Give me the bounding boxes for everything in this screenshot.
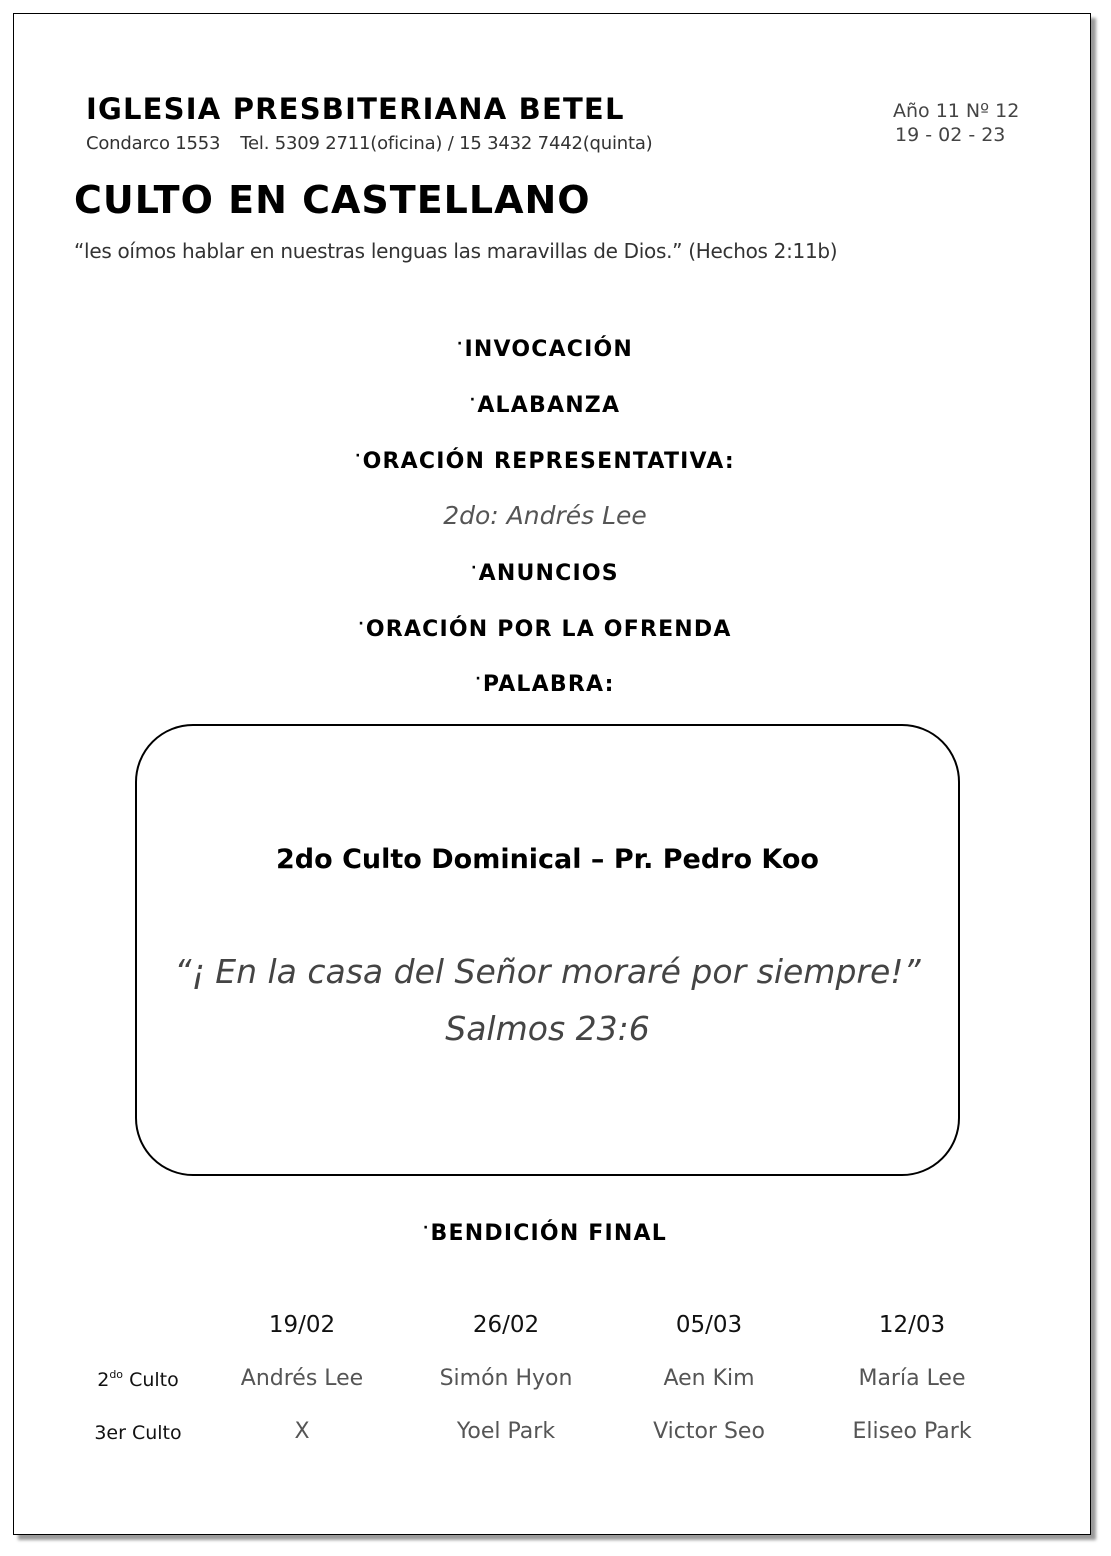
order-item-oracion-representativa bbox=[0, 448, 1090, 474]
order-item-oracion-ofrenda bbox=[0, 616, 1090, 642]
order-item-label: ORACIÓN REPRESENTATIVA: bbox=[362, 449, 735, 474]
bullet: · bbox=[475, 671, 482, 687]
order-item-label: INVOCACIÓN bbox=[464, 337, 634, 362]
sermon-quote: “¡ En la casa del Señor moraré por siempre!” bbox=[174, 952, 921, 991]
order-item-bendicion-final bbox=[0, 1220, 1090, 1246]
schedule-date: 19/02 bbox=[268, 1312, 336, 1338]
schedule-name: X bbox=[294, 1419, 310, 1444]
church-phone: Tel. 5309 2711(oficina) / 15 3432 7442(quinta) bbox=[240, 133, 653, 154]
prayer-leader: 2do: Andrés Lee bbox=[443, 501, 647, 530]
opening-verse: “les oímos hablar en nuestras lenguas las maravillas de Dios.” (Hechos 2:11b) bbox=[74, 239, 838, 263]
schedule-date: 12/03 bbox=[878, 1312, 946, 1338]
order-item-label: ORACIÓN POR LA OFRENDA bbox=[365, 617, 732, 642]
schedule-name: Eliseo Park bbox=[852, 1419, 972, 1444]
contact-line bbox=[86, 133, 652, 154]
sermon-box bbox=[135, 724, 960, 1176]
bullet: · bbox=[471, 560, 478, 576]
schedule-date: 05/03 bbox=[675, 1312, 743, 1338]
order-item-label: ANUNCIOS bbox=[478, 561, 619, 586]
schedule-name: Aen Kim bbox=[663, 1366, 755, 1391]
order-item-alabanza bbox=[0, 392, 1090, 418]
issue-info bbox=[893, 99, 1020, 147]
order-item-palabra bbox=[0, 671, 1090, 697]
schedule-name: Victor Seo bbox=[653, 1419, 765, 1444]
issue-date: 19 - 02 - 23 bbox=[895, 124, 1006, 146]
bullet: · bbox=[358, 616, 365, 632]
schedule-name: María Lee bbox=[858, 1366, 966, 1391]
bullet: · bbox=[355, 448, 362, 464]
issue-number: Año 11 Nº 12 bbox=[893, 100, 1020, 122]
schedule-row-label: 3er Culto bbox=[94, 1422, 182, 1444]
sermon-title: 2do Culto Dominical – Pr. Pedro Koo bbox=[276, 844, 819, 875]
bullet: · bbox=[423, 1220, 430, 1236]
schedule-name: Simón Hyon bbox=[439, 1366, 573, 1391]
church-address: Condarco 1553 bbox=[86, 133, 221, 154]
order-item-anuncios bbox=[0, 560, 1090, 586]
order-item-label: ALABANZA bbox=[477, 393, 621, 418]
bullet: · bbox=[456, 336, 464, 352]
church-name: IGLESIA PRESBITERIANA BETEL bbox=[86, 92, 625, 126]
order-item-label: BENDICIÓN FINAL bbox=[430, 1221, 667, 1246]
schedule-name: Andrés Lee bbox=[240, 1366, 364, 1391]
schedule-name: Yoel Park bbox=[456, 1419, 556, 1444]
sermon-reference: Salmos 23:6 bbox=[445, 1009, 650, 1048]
schedule-row-label: $2^{do}$ Culto bbox=[97, 1368, 179, 1391]
order-item-label: PALABRA: bbox=[482, 672, 615, 697]
schedule-date: 26/02 bbox=[472, 1312, 540, 1338]
order-item-invocacion bbox=[0, 336, 1090, 362]
service-title: CULTO EN CASTELLANO bbox=[74, 178, 591, 222]
bullet: · bbox=[469, 392, 477, 408]
